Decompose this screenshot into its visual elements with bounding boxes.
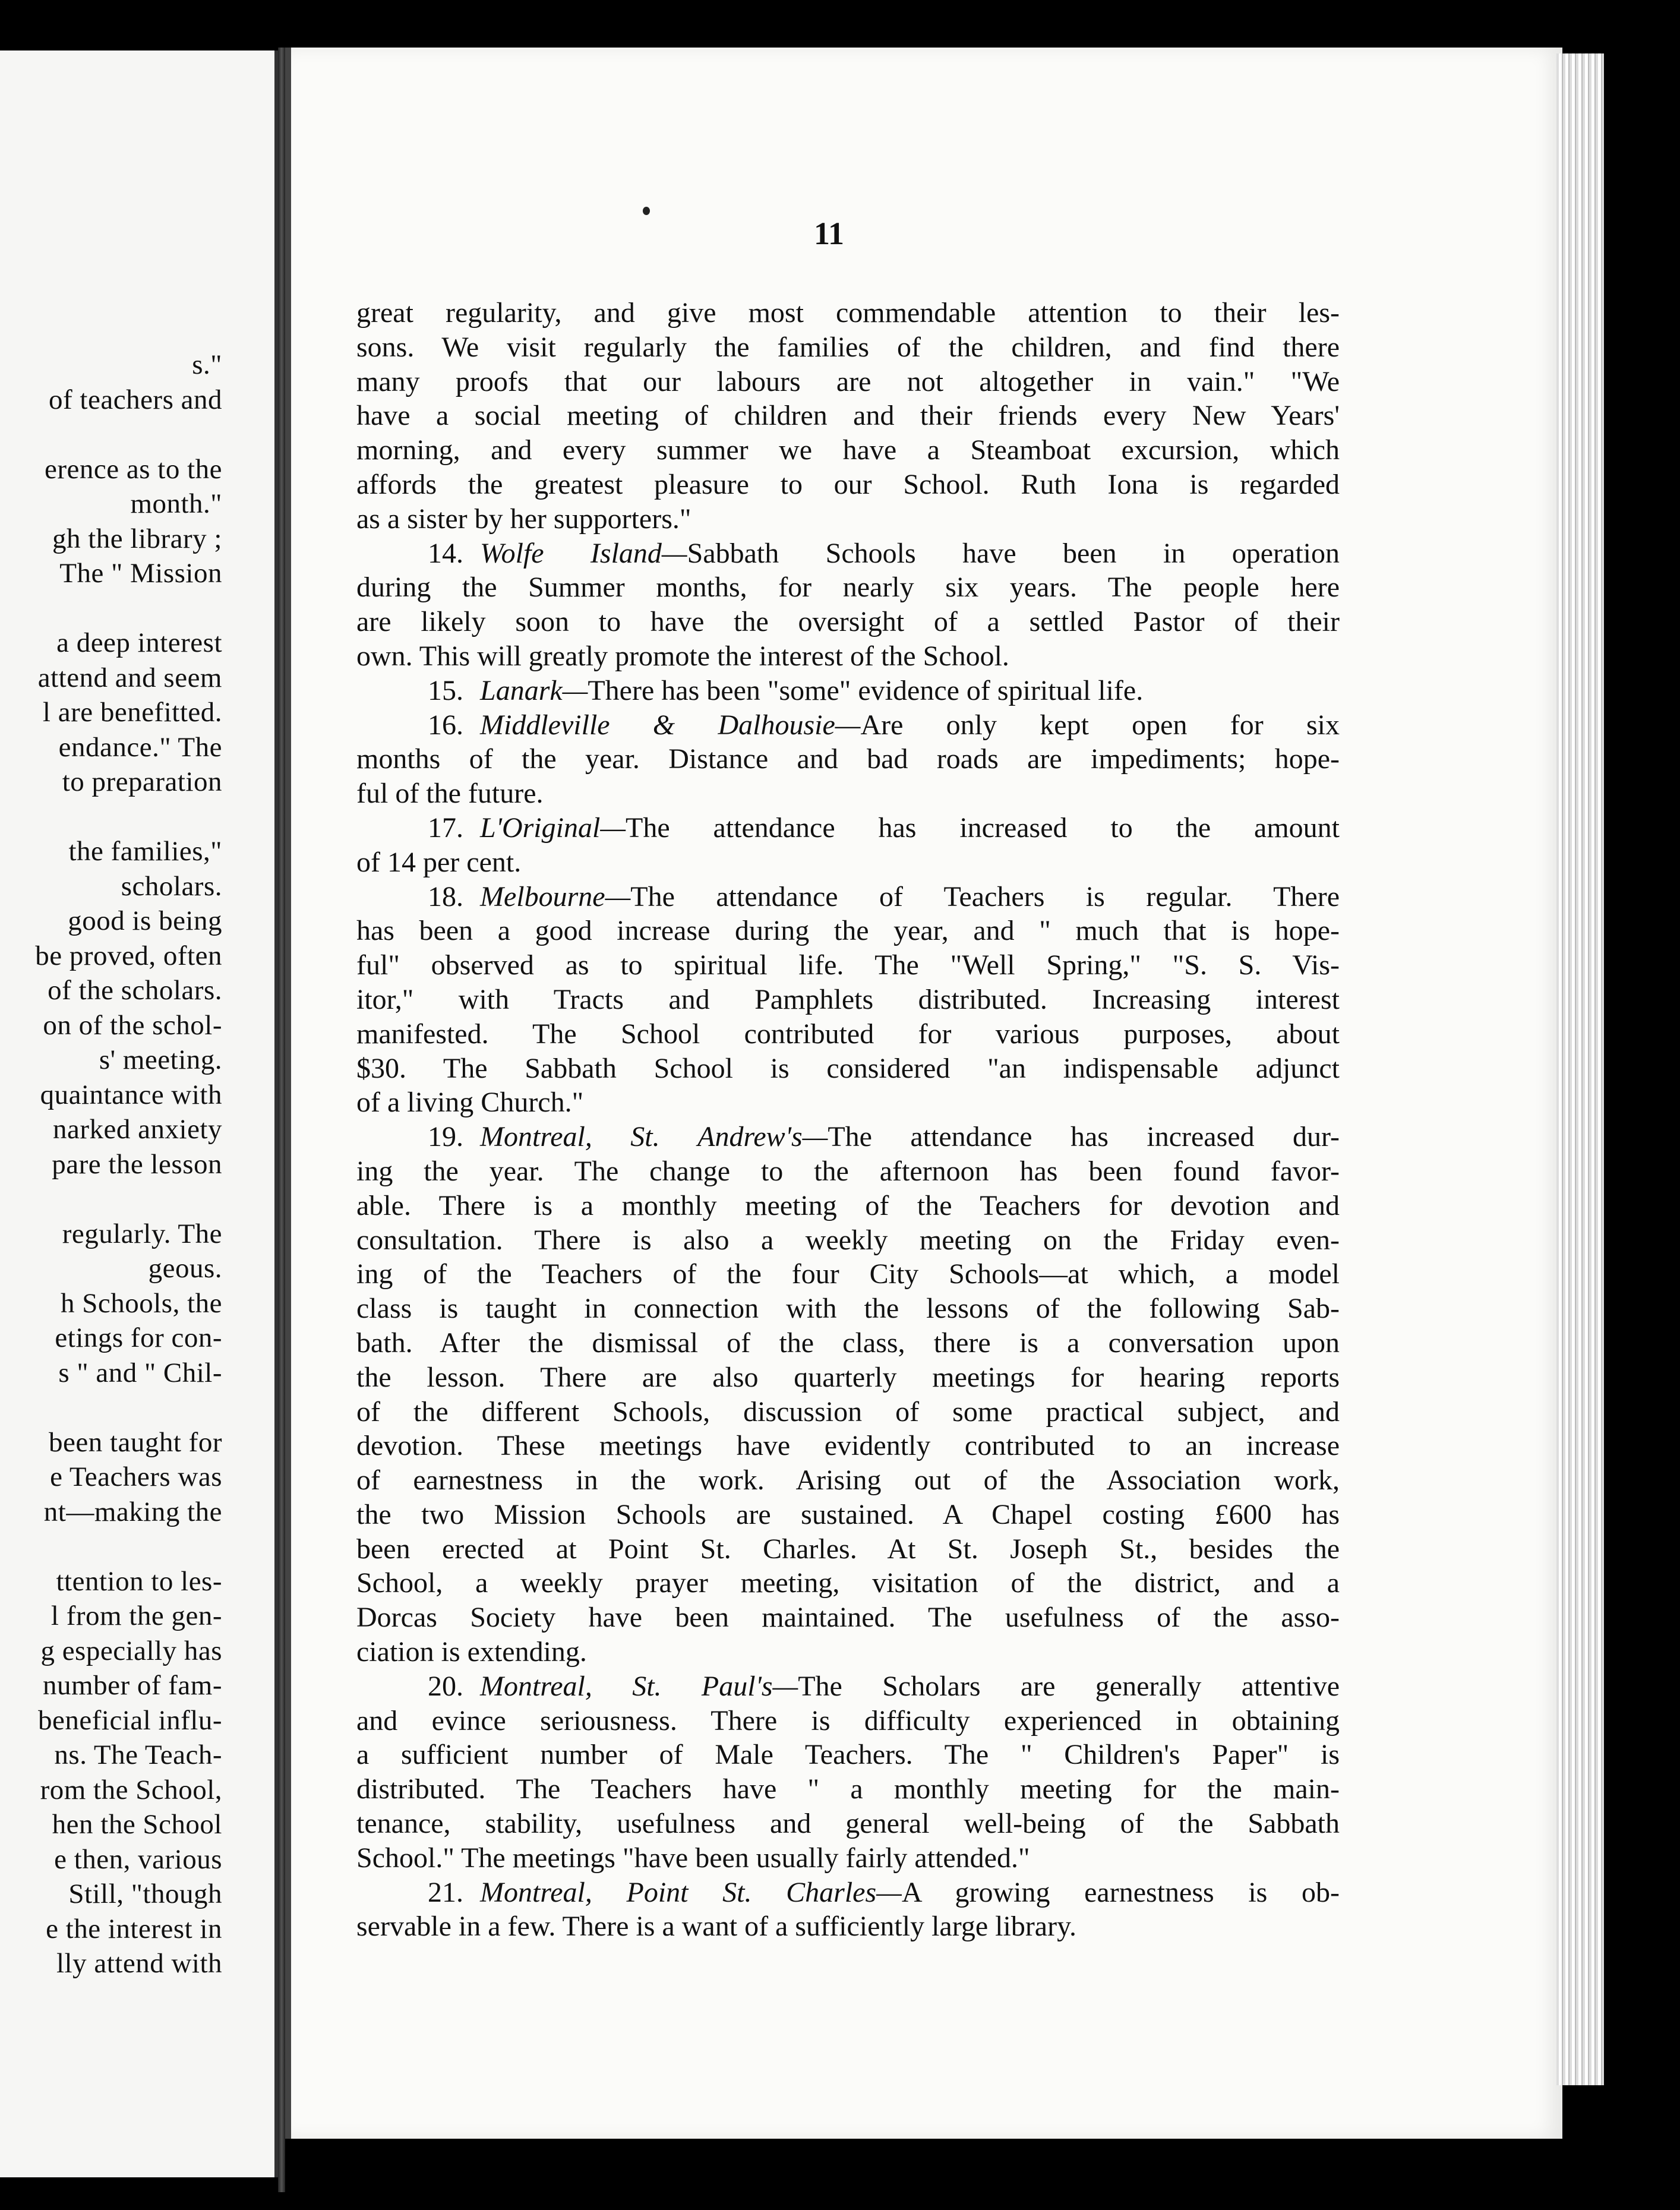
text-line: has been a good increase during the year, and " much that is hope- bbox=[356, 915, 1340, 947]
item-number: 18. bbox=[428, 880, 463, 913]
previous-page-line: beneficial influ- bbox=[38, 1704, 222, 1736]
previous-page-line: hen the School bbox=[52, 1809, 222, 1840]
previous-page-line: etings for con- bbox=[55, 1322, 222, 1353]
item-text: The attendance has increased dur- bbox=[828, 1121, 1340, 1153]
text-line: ing of the Teachers of the four City Schools—at which, a model bbox=[356, 1258, 1340, 1290]
previous-page-line: endance." The bbox=[58, 731, 222, 763]
previous-page-line: rom the School, bbox=[40, 1774, 222, 1805]
item-number: 15. bbox=[428, 674, 463, 706]
text-line: servable in a few. There is a want of a sufficiently large library. bbox=[356, 1911, 1076, 1943]
text-line: tenance, stability, usefulness and general well-being of the Sabbath bbox=[356, 1808, 1340, 1840]
text-line: manifested. The School contributed for various purposes, about bbox=[356, 1018, 1340, 1050]
body-text bbox=[356, 296, 1340, 1944]
text-line bbox=[356, 880, 1340, 914]
previous-page-line: ns. The Teach- bbox=[54, 1739, 222, 1770]
text-line bbox=[356, 708, 1340, 743]
text-line: School, a weekly prayer meeting, visitation of the district, and a bbox=[356, 1567, 1340, 1599]
previous-page-line: lly attend with bbox=[56, 1948, 222, 1979]
text-line bbox=[356, 536, 1340, 571]
text-line: of earnestness in the work. Arising out of the Association work, bbox=[356, 1464, 1340, 1497]
text-line: sons. We visit regularly the families of the children, and find there bbox=[356, 331, 1340, 363]
previous-page-line: narked anxiety bbox=[53, 1114, 222, 1145]
text-line: able. There is a monthly meeting of the Teachers for devotion and bbox=[356, 1189, 1340, 1221]
paragraph-p19 bbox=[356, 1120, 1340, 1669]
text-line: $30. The Sabbath School is considered "an indispensable adjunct bbox=[356, 1052, 1340, 1084]
text-line bbox=[356, 674, 1340, 708]
text-line: ful of the future. bbox=[356, 778, 544, 810]
text-line: ing the year. The change to the afternoon has been found favor- bbox=[356, 1155, 1340, 1187]
paragraph-p17 bbox=[356, 811, 1340, 880]
previous-page-line: s " and " Chil- bbox=[58, 1357, 222, 1388]
previous-page-line: to preparation bbox=[62, 766, 222, 797]
text-line bbox=[356, 1876, 1340, 1910]
text-line: ciation is extending. bbox=[356, 1636, 587, 1668]
text-line: distributed. The Teachers have " a monthly meeting for the main- bbox=[356, 1773, 1340, 1805]
text-line: as a sister by her supporters." bbox=[356, 503, 691, 535]
ink-speck bbox=[643, 207, 650, 215]
item-number: 14. bbox=[428, 537, 463, 569]
item-text: Sabbath Schools have been in operation bbox=[687, 537, 1340, 569]
item-number: 19. bbox=[428, 1121, 463, 1153]
place-name: Montreal, St. Andrew's— bbox=[480, 1121, 828, 1153]
previous-page-line: a deep interest bbox=[56, 627, 222, 658]
paragraph-p13cont bbox=[356, 296, 1340, 536]
previous-page-line: geous. bbox=[148, 1253, 222, 1284]
text-line: months of the year. Distance and bad roads are impediments; hope- bbox=[356, 743, 1340, 775]
previous-page-line: l from the gen- bbox=[50, 1600, 222, 1631]
item-number: 17. bbox=[428, 812, 463, 844]
previous-page-line: nt—making the bbox=[43, 1496, 222, 1527]
book-gutter bbox=[278, 48, 285, 2192]
text-line bbox=[356, 1120, 1340, 1154]
paragraph-p15 bbox=[356, 674, 1340, 708]
text-line: own. This will greatly promote the interest of the School. bbox=[356, 640, 1009, 672]
paragraph-p14 bbox=[356, 536, 1340, 674]
item-text: A growing earnestness is ob- bbox=[901, 1876, 1340, 1908]
previous-page-line: h Schools, the bbox=[60, 1287, 222, 1319]
text-line: School." The meetings "have been usually fairly attended." bbox=[356, 1842, 1030, 1874]
previous-page-line: scholars. bbox=[121, 870, 222, 902]
text-line: during the Summer months, for nearly six years. The people here bbox=[356, 572, 1340, 604]
place-name: Wolfe Island— bbox=[480, 537, 687, 569]
text-line: and evince seriousness. There is difficulty experienced in obtaining bbox=[356, 1704, 1340, 1737]
previous-page-line: number of fam- bbox=[43, 1670, 222, 1701]
previous-page-line: gh the library ; bbox=[52, 523, 222, 554]
text-line: affords the greatest pleasure to our School. Ruth Iona is regarded bbox=[356, 468, 1340, 500]
place-name: Lanark— bbox=[480, 674, 588, 706]
text-line bbox=[356, 811, 1340, 845]
place-name: Middleville & Dalhousie— bbox=[480, 709, 861, 741]
page-edges bbox=[1556, 53, 1604, 2085]
previous-page-line: ttention to les- bbox=[56, 1565, 222, 1597]
previous-page-line: on of the schol- bbox=[43, 1009, 222, 1041]
text-line: consultation. There is also a weekly meeting on the Friday even- bbox=[356, 1224, 1340, 1256]
paragraph-p21 bbox=[356, 1876, 1340, 1944]
previous-page-line: be proved, often bbox=[35, 940, 222, 971]
previous-page-line: regularly. The bbox=[62, 1218, 222, 1249]
item-number: 20. bbox=[428, 1670, 463, 1702]
text-line: great regularity, and give most commendable attention to their les- bbox=[356, 297, 1340, 329]
place-name: Montreal, Point St. Charles— bbox=[480, 1876, 902, 1908]
previous-page-line: erence as to the bbox=[45, 453, 222, 485]
page-number: 11 bbox=[814, 216, 845, 251]
previous-page-line: e then, various bbox=[54, 1843, 222, 1875]
previous-page-line: The " Mission bbox=[59, 558, 222, 589]
paragraph-p20 bbox=[356, 1669, 1340, 1876]
text-line: morning, and every summer we have a Steamboat excursion, which bbox=[356, 434, 1340, 466]
text-line: bath. After the dismissal of the class, there is a conversation upon bbox=[356, 1327, 1340, 1359]
previous-page-line: of the scholars. bbox=[48, 975, 222, 1006]
text-line: the two Mission Schools are sustained. A Chapel costing £600 has bbox=[356, 1498, 1340, 1530]
previous-page-line: g especially has bbox=[40, 1635, 222, 1666]
previous-page-line: Still, "though bbox=[68, 1878, 222, 1909]
item-text: The Scholars are generally attentive bbox=[798, 1670, 1340, 1702]
text-line: itor," with Tracts and Pamphlets distributed. Increasing interest bbox=[356, 983, 1340, 1015]
paragraph-p16 bbox=[356, 708, 1340, 811]
text-line: many proofs that our labours are not altogether in vain." "We bbox=[356, 365, 1340, 397]
paragraph-p18 bbox=[356, 880, 1340, 1120]
text-line: of 14 per cent. bbox=[356, 846, 522, 878]
item-text: The attendance has increased to the amount bbox=[626, 812, 1340, 844]
text-line: a sufficient number of Male Teachers. The " Children's Paper" is bbox=[356, 1739, 1340, 1771]
previous-page-line: been taught for bbox=[48, 1426, 222, 1458]
previous-page-line: s' meeting. bbox=[99, 1044, 222, 1075]
text-line: Dorcas Society have been maintained. The usefulness of the asso- bbox=[356, 1602, 1340, 1634]
text-line: class is taught in connection with the lessons of the following Sab- bbox=[356, 1293, 1340, 1325]
previous-page-line: e Teachers was bbox=[50, 1461, 222, 1492]
text-line: are likely soon to have the oversight of a settled Pastor of their bbox=[356, 606, 1340, 638]
text-line: been erected at Point St. Charles. At St. Joseph St., besides the bbox=[356, 1533, 1340, 1565]
previous-page-line: e the interest in bbox=[46, 1913, 222, 1944]
text-line: have a social meeting of children and their friends every New Years' bbox=[356, 400, 1340, 432]
previous-page-line: quaintance with bbox=[40, 1079, 222, 1110]
item-number: 16. bbox=[428, 709, 463, 741]
previous-page-line: of teachers and bbox=[49, 384, 222, 415]
text-line: of the different Schools, discussion of some practical subject, and bbox=[356, 1396, 1340, 1428]
text-line: devotion. These meetings have evidently contributed to an increase bbox=[356, 1430, 1340, 1462]
previous-page-line: the families," bbox=[68, 836, 222, 867]
item-text: Are only kept open for six bbox=[860, 709, 1340, 741]
previous-page bbox=[0, 50, 278, 2177]
text-line: the lesson. There are also quarterly meetings for hearing reports bbox=[356, 1361, 1340, 1393]
item-text: The attendance of Teachers is regular. There bbox=[630, 880, 1340, 913]
place-name: Melbourne— bbox=[480, 880, 631, 913]
previous-page-line: good is being bbox=[68, 905, 222, 936]
previous-page-line: pare the lesson bbox=[52, 1148, 222, 1180]
place-name: Montreal, St. Paul's— bbox=[480, 1670, 798, 1702]
previous-page-line: l are benefitted. bbox=[42, 697, 222, 728]
previous-page-line: s." bbox=[192, 349, 222, 380]
text-line: of a living Church." bbox=[356, 1087, 584, 1119]
place-name: L'Original— bbox=[480, 812, 626, 844]
previous-page-line: attend and seem bbox=[37, 662, 222, 693]
text-line: ful" observed as to spiritual life. The "Well Spring," "S. S. Vis- bbox=[356, 949, 1340, 981]
item-text: There has been "some" evidence of spiritual life. bbox=[588, 674, 1144, 706]
text-line bbox=[356, 1669, 1340, 1704]
previous-page-line: month." bbox=[130, 488, 222, 519]
item-number: 21. bbox=[428, 1876, 463, 1908]
